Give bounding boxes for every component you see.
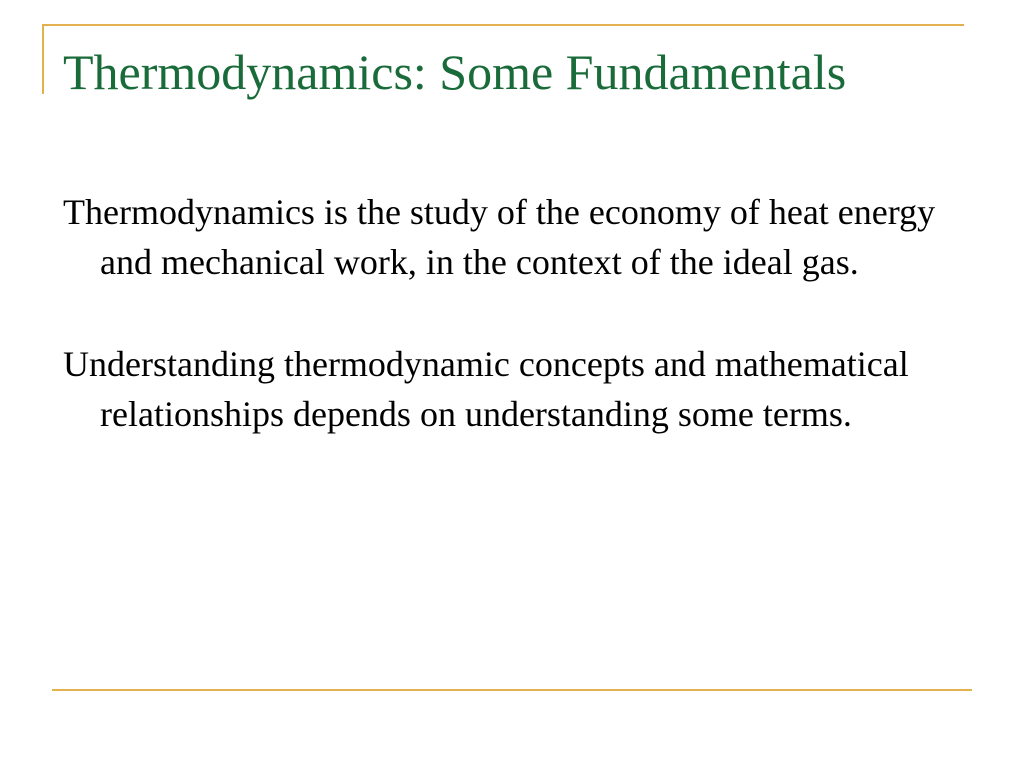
paragraph-1: Thermodynamics is the study of the economy of heat energy and mechanical work, in the context of the ideal gas. [63,192,936,282]
bottom-accent-line [52,689,972,691]
paragraph-2: Understanding thermodynamic concepts and mathematical relationships depends on understanding some terms. [63,344,909,434]
left-accent-line [42,24,44,94]
top-accent-line [42,24,964,26]
slide-body [63,187,943,491]
slide-title: Thermodynamics: Some Fundamentals [63,44,847,100]
